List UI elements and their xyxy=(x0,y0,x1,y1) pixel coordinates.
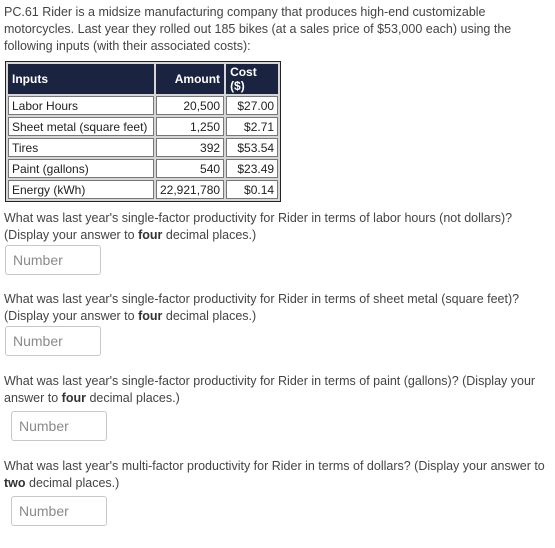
question-1-text xyxy=(4,210,552,244)
col-header-amount: Amount xyxy=(156,64,224,94)
table-row xyxy=(8,96,278,115)
question-text: decimal places.) xyxy=(85,391,180,405)
table-cell: Tires xyxy=(8,138,154,157)
problem-intro: PC.61 Rider is a midsize manufacturing company that produces high-end customizable motorcycles. Last year they rolled out 185 bikes (at a sales price of $53,000 each) using the following inputs (with their associated costs): xyxy=(4,5,512,53)
table-cell: $27.00 xyxy=(226,96,278,115)
question-emphasis: two xyxy=(4,476,26,490)
question-text: What was last year's single-factor productivity for Rider in terms of paint (gallons)? (Display your answer to xyxy=(4,374,536,405)
table-cell: 1,250 xyxy=(156,117,224,136)
table-row xyxy=(8,159,278,178)
question-text: decimal places.) xyxy=(162,228,257,242)
table-cell: Energy (kWh) xyxy=(8,180,154,199)
question-2-text xyxy=(4,291,552,325)
question-text: decimal places.) xyxy=(162,309,257,323)
question-4-text xyxy=(4,458,552,492)
question-text: What was last year's single-factor productivity for Rider in terms of labor hours (not dollars)? (Display your answer to xyxy=(4,211,513,242)
answer-input-2[interactable] xyxy=(5,326,101,356)
question-text: What was last year's single-factor productivity for Rider in terms of sheet metal (square feet)? (Display your answer to xyxy=(4,292,520,323)
table-row xyxy=(8,180,278,199)
question-text: decimal places.) xyxy=(25,476,120,490)
table-cell: Sheet metal (square feet) xyxy=(8,117,154,136)
table-cell: $2.71 xyxy=(226,117,278,136)
question-emphasis: four xyxy=(61,391,86,405)
col-header-inputs: Inputs xyxy=(8,64,154,94)
table-cell: $23.49 xyxy=(226,159,278,178)
question-emphasis: four xyxy=(138,309,163,323)
table-cell: $0.14 xyxy=(226,180,278,199)
table-cell: 392 xyxy=(156,138,224,157)
table-header-row xyxy=(8,64,278,94)
inputs-table xyxy=(5,61,281,202)
table-cell: $53.54 xyxy=(226,138,278,157)
table-row xyxy=(8,138,278,157)
table-cell: Paint (gallons) xyxy=(8,159,154,178)
table-row xyxy=(8,117,278,136)
question-emphasis: four xyxy=(138,228,163,242)
answer-input-4[interactable] xyxy=(11,496,107,526)
answer-input-3[interactable] xyxy=(11,411,107,441)
question-3-text xyxy=(4,373,552,407)
table-cell: 20,500 xyxy=(156,96,224,115)
table-cell: 540 xyxy=(156,159,224,178)
table-cell: 22,921,780 xyxy=(156,180,224,199)
table-cell: Labor Hours xyxy=(8,96,154,115)
question-text: What was last year's multi-factor productivity for Rider in terms of dollars? (Display your answer to xyxy=(4,459,545,473)
col-header-cost: Cost ($) xyxy=(226,64,278,94)
answer-input-1[interactable] xyxy=(5,245,101,275)
